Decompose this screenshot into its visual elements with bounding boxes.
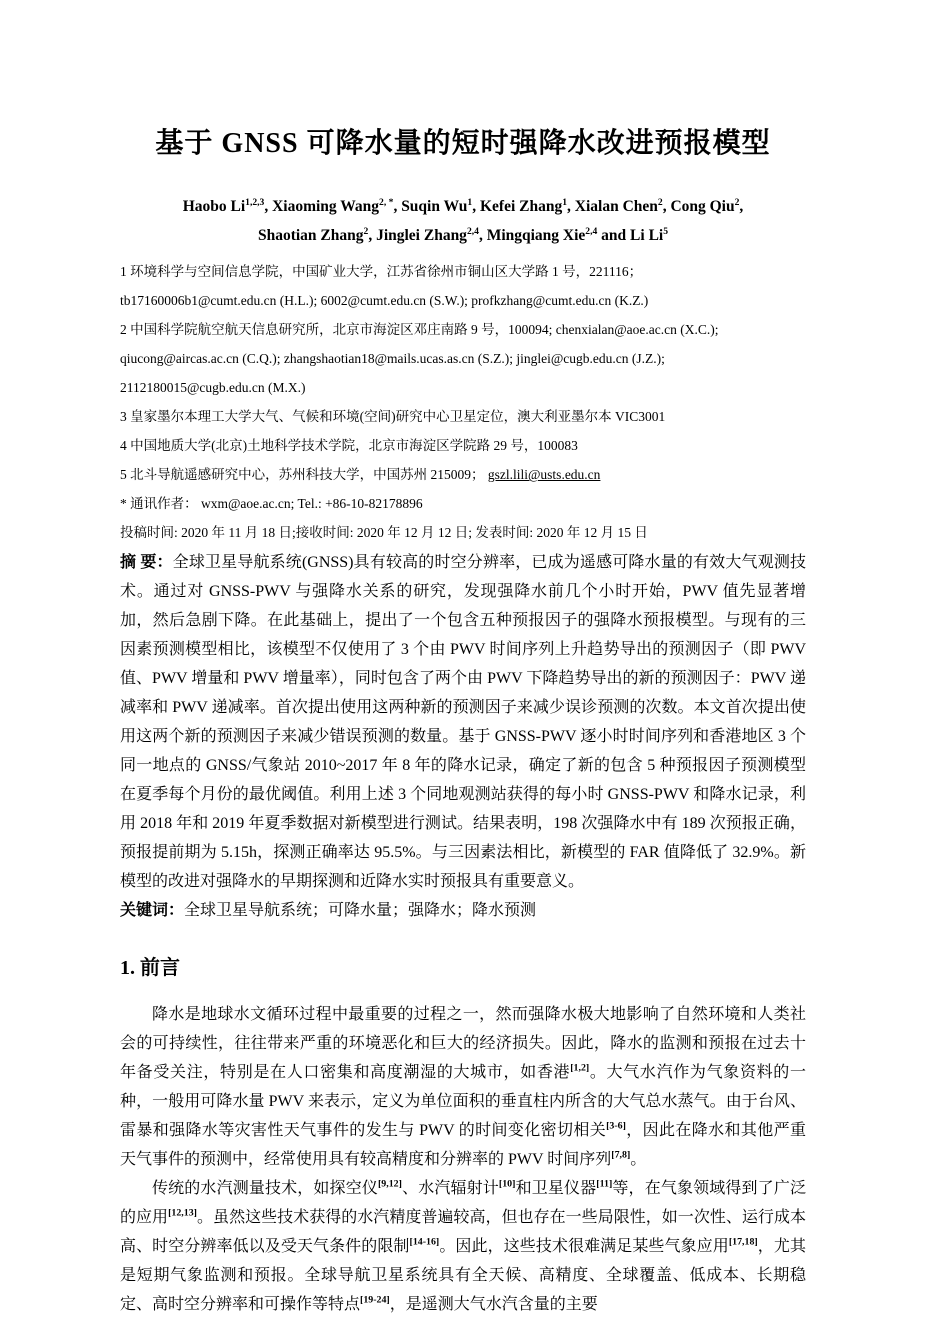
abstract — [120, 548, 806, 896]
author-affiliation-sup: 2 — [363, 226, 369, 238]
author-list — [120, 192, 806, 250]
author-line-2: Shaotian Zhang$^2$, Jinglei Zhang$^{2,4}$, Mingqiang Xie$^{2,4}$ and Li Li$^5$ — [257, 226, 669, 245]
affiliation-line: 3 皇家墨尔本理工大学大气、气候和环境(空间)研究中心卫星定位，澳大利亚墨尔本 VIC3001 — [120, 409, 666, 425]
author-affiliation-sup: 1 — [467, 197, 473, 209]
paragraph-2: 传统的水汽测量技术，如探空仪[9,12]、水汽辐射计[10]和卫星仪器[11]等，在气象领域得到了广泛的应用[12,13]。虽然这些技术获得的水汽精度普遍较高，但也存在一些局限性，如一次性、运行成本高、时空分辨率低以及受天气条件的限制[14-16]。因此，这些技术很难满足某些气象应用[17,18]，尤其是短期气象监测和预报。全球导航卫星系统具有全天候、高精度、全球覆盖、低成本、长期稳定、高时空分辨率和可操作等特点[19-24]，是遥测大气水汽含量的主要 — [120, 1179, 806, 1314]
author-affiliation-sup: 5 — [663, 226, 669, 238]
author-affiliation-sup: 2,4 — [466, 226, 479, 238]
affiliation-line: tb17160006b1@cumt.edu.cn (H.L.); 6002@cumt.edu.cn (S.W.); profkzhang@cumt.edu.cn (K.Z.) — [120, 293, 649, 309]
keywords — [120, 896, 806, 925]
email-link[interactable]: gszl.lili@usts.edu.cn — [487, 467, 601, 483]
author-affiliation-sup: 2 — [657, 197, 663, 209]
keywords-label: 关键词： — [120, 902, 185, 920]
author-affiliation-sup: 2 — [734, 197, 740, 209]
section-1-heading: 1. 前言 — [120, 957, 180, 980]
paper-title: 基于 GNSS 可降水量的短时强降水改进预报模型 — [155, 128, 771, 159]
author-affiliation-sup: 1,2,3 — [245, 197, 265, 209]
author-affiliation-sup: 2,4 — [585, 226, 598, 238]
keywords-text: 全球卫星导航系统；可降水量；强降水；降水预测 — [184, 902, 537, 920]
abstract-label: 摘 要： — [120, 554, 173, 572]
affiliation-line: 2 中国科学院航空航天信息研究所，北京市海淀区邓庄南路 9 号，100094; chenxialan@aoe.ac.cn (X.C.); — [120, 322, 719, 338]
paragraph-1: 降水是地球水文循环过程中最重要的过程之一，然而强降水极大地影响了自然环境和人类社会的可持续性，往往带来严重的环境恶化和巨大的经济损失。因此，降水的监测和预报在过去十年备受关注，特别是在人口密集和高度潮湿的大城市，如香港[1,2]。大气水汽作为气象资料的一种，一般用可降水量 PWV 来表示，定义为单位面积的垂直柱内所含的大气总水蒸气。由于台风、雷暴和强降水等灾害性天气事件的发生与 PWV 的时间变化密切相关[3-6]，因此在降水和其他严重天气事件的预测中，经常使用具有较高精度和分辨率的 PWV 时间序列[7,8]。 — [120, 1006, 806, 1169]
affiliation-line: 4 中国地质大学(北京)土地科学技术学院，北京市海淀区学院路 29 号，100083 — [120, 438, 578, 454]
affiliation-line: 2112180015@cugb.edu.cn (M.X.) — [120, 380, 306, 396]
affiliation-line: 1 环境科学与空间信息学院，中国矿业大学，江苏省徐州市铜山区大学路 1 号，221116； — [120, 264, 643, 280]
abstract-text: 全球卫星导航系统(GNSS)具有较高的时空分辨率，已成为遥感可降水量的有效大气观测技术。通过对 GNSS-PWV 与强降水关系的研究，发现强降水前几个小时开始，PWV 值先显著增加，然后急剧下降。在此基础上，提出了一个包含五种预报因子的强降水预报模型。与现有的三因素预测模型相比，该模型不仅使用了 3 个由 PWV 时间序列上升趋势导出的预测因子（即 PWV 值、PWV 增量和 PWV 增量率），同时包含了两个由 PWV 下降趋势导出的新的预测因子：PWV 递减率和 PWV 递减率。首次提出使用这两种新的预测因子来减少误诊预测的次数。本文首次提出使用这两个新的预测因子来减少错误预测的数量。基于 GNSS-PWV 逐小时时间序列和香港地区 3 个同一地点的 GNSS/气象站 2010~2017 年 8 年的降水记录，确定了新的包含 5 种预报因子预测模型在夏季每个月份的最优阈值。利用上述 3 个同地观测站获得的每小时 GNSS-PWV 和降水记录，利用 2018 年和 2019 年夏季数据对新模型进行测试。结果表明，198 次强降水中有 189 次预报正确，预报提前期为 5.15h，探测正确率达 95.5%。与三因素法相比，新模型的 FAR 值降低了 32.9%。新模型的改进对强降水的早期探测和近降水实时预报具有重要意义。 — [120, 554, 806, 891]
affiliations — [120, 257, 806, 518]
author-line-1: Haobo Li$^{1,2,3}$, Xiaoming Wang$^{2, *}$, Suqin Wu$^1$, Kefei Zhang$^1$, Xialan Chen$^2$, Cong Qiu$^2$, — [182, 197, 744, 216]
author-affiliation-sup: 2, * — [379, 197, 394, 209]
affiliation-line: * 通讯作者： wxm@aoe.ac.cn; Tel.: +86-10-82178896 — [120, 496, 423, 512]
affiliation-line: qiucong@aircas.ac.cn (C.Q.); zhangshaotian18@mails.ucas.as.cn (S.Z.); jinglei@cugb.edu.cn (J.Z.); — [120, 351, 665, 367]
dates-line: 投稿时间: 2020 年 11 月 18 日;接收时间: 2020 年 12 月 12 日; 发表时间: 2020 年 12 月 15 日 — [120, 525, 648, 541]
affiliation-line: 5 北斗导航遥感研究中心，苏州科技大学，中国苏州 215009； gszl.lili@usts.edu.cn — [120, 467, 601, 483]
author-affiliation-sup: 1 — [562, 197, 568, 209]
